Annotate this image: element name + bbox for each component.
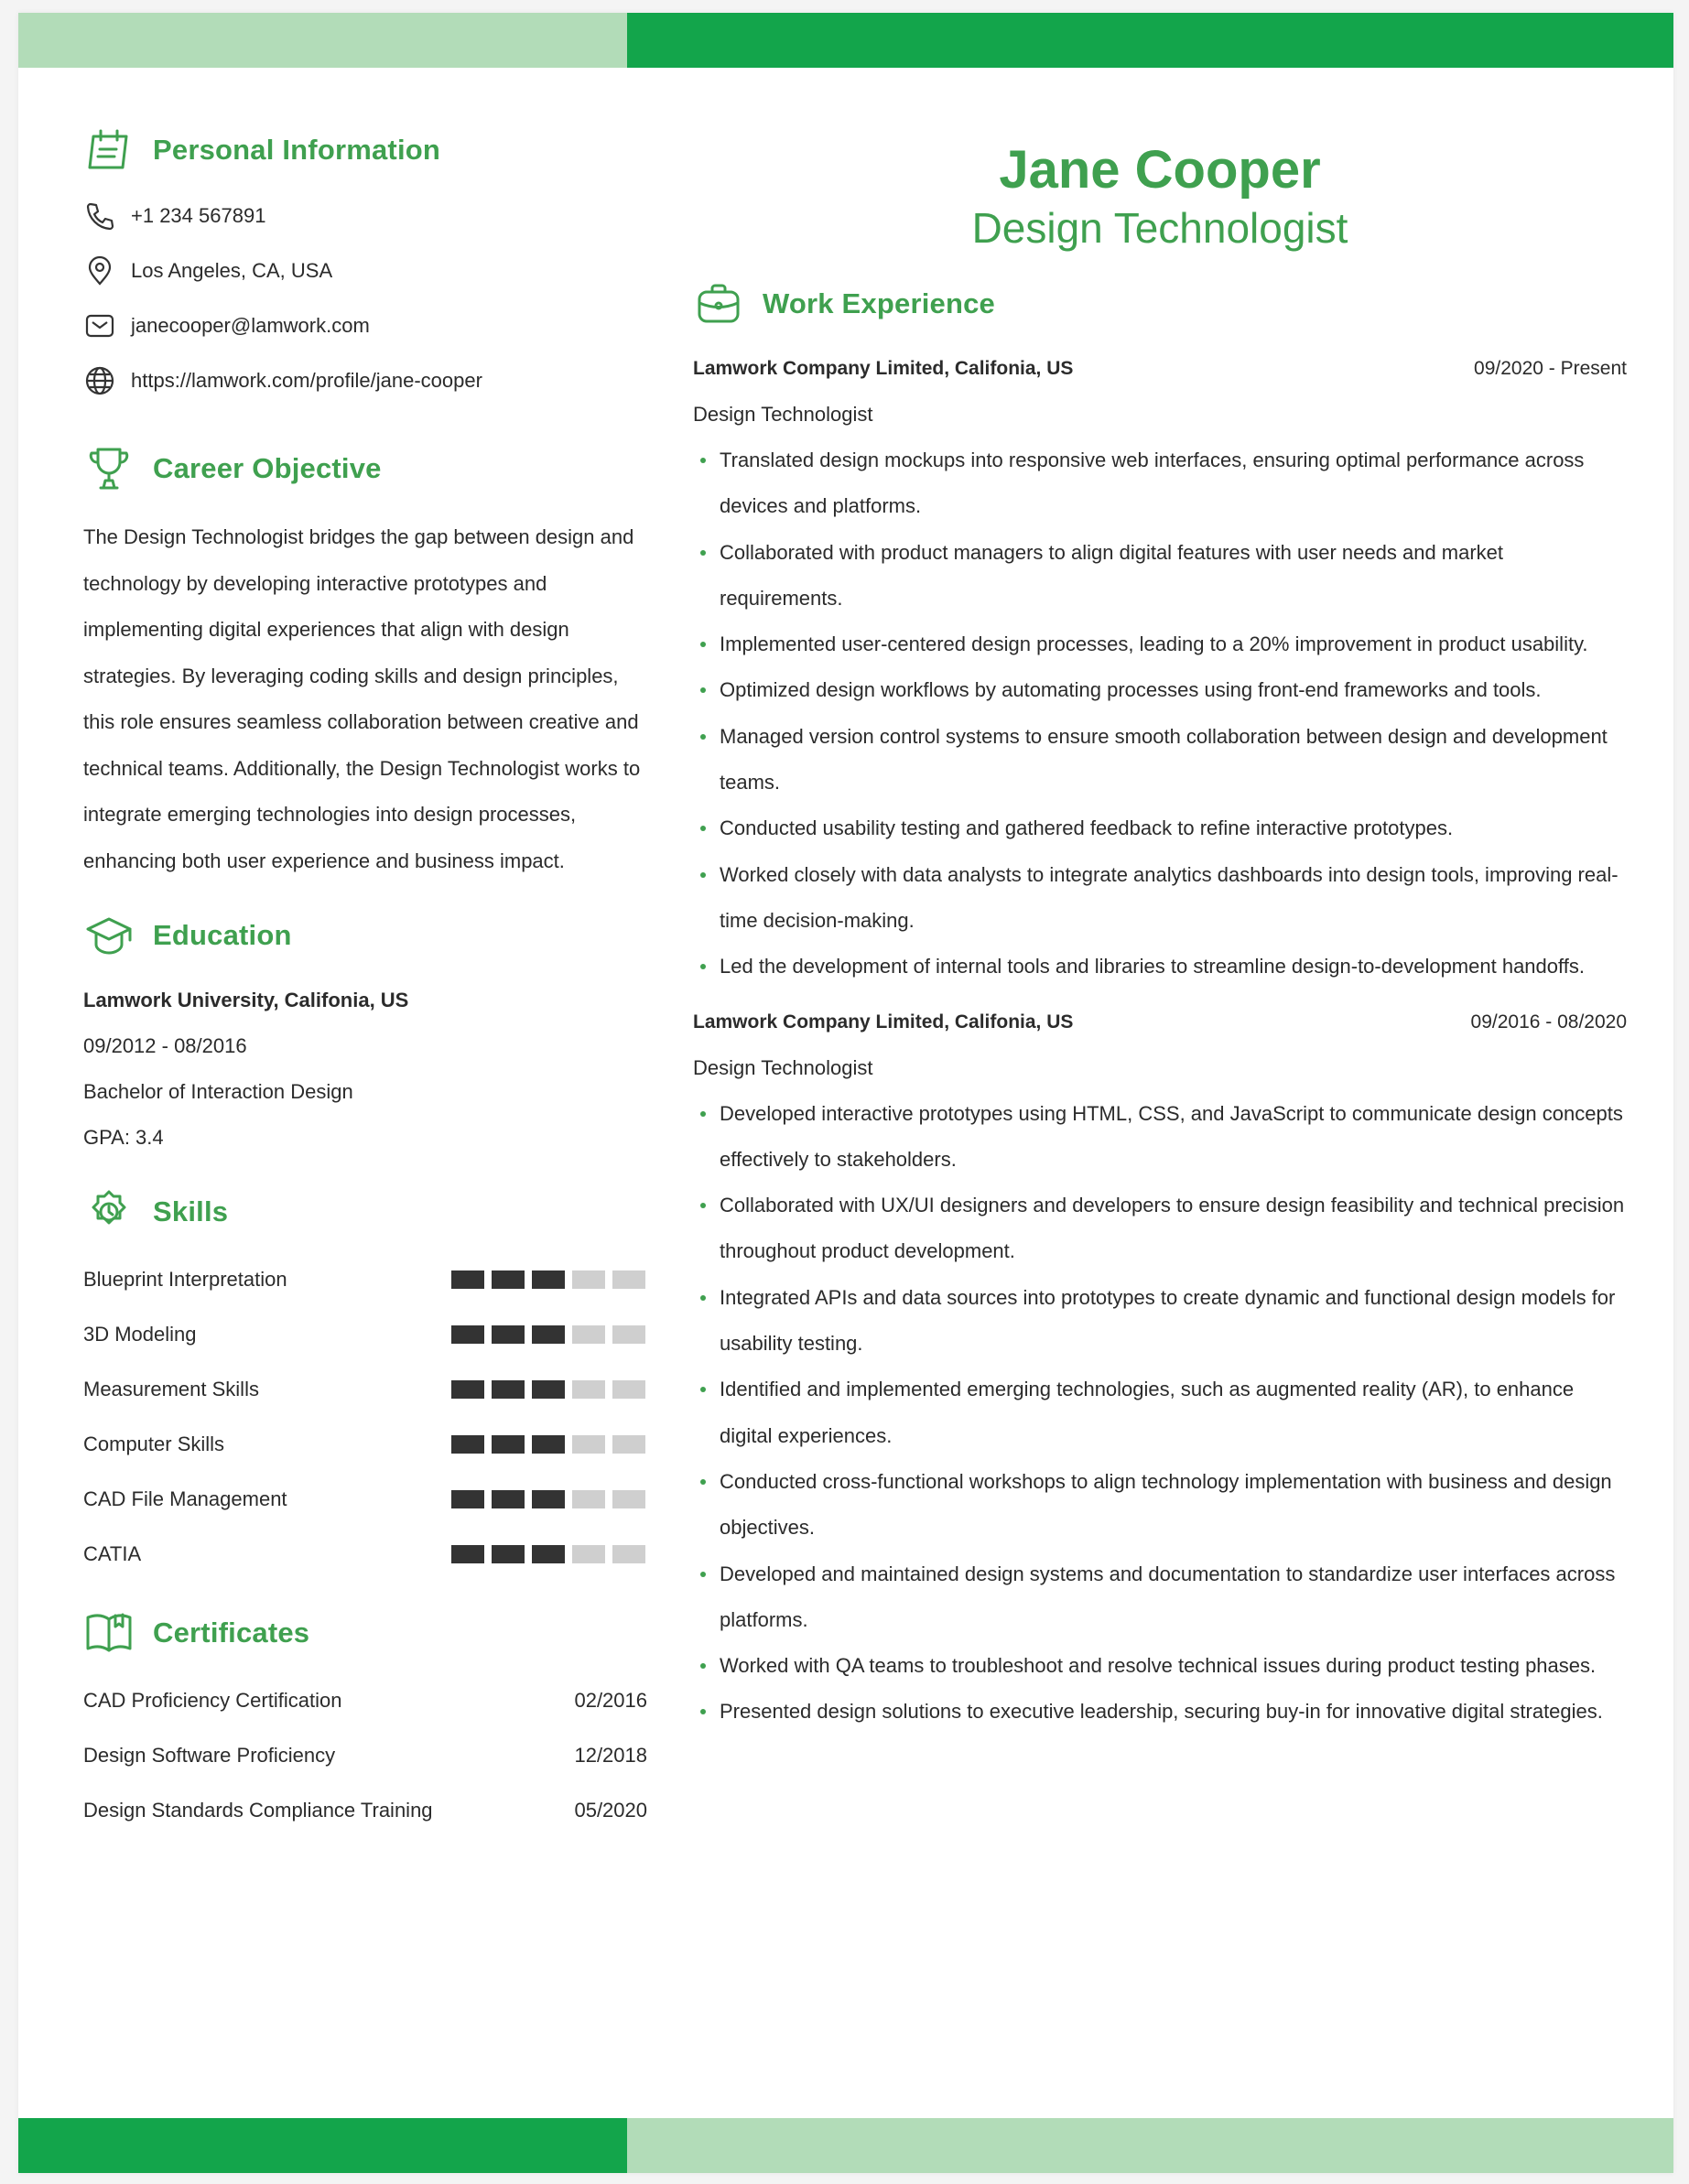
job-company: Lamwork Company Limited, Califonia, US: [693, 358, 1074, 379]
job-entry: [693, 1000, 1627, 1735]
skill-level-empty: [612, 1270, 645, 1289]
email-row: [83, 308, 647, 344]
skill-level-filled: [492, 1490, 525, 1508]
location-text: Los Angeles, CA, USA: [131, 259, 333, 282]
briefcase-icon: [693, 278, 744, 330]
section-title: Skills: [153, 1195, 229, 1227]
certificate-row: [83, 1673, 647, 1728]
resume-page: [18, 13, 1673, 2173]
job-position: Design Technologist: [693, 1055, 873, 1079]
trophy-icon: [83, 443, 135, 494]
job-bullet: Worked closely with data analysts to integrate analytics dashboards into design tools, improving real-time decision-making.: [693, 852, 1627, 945]
skill-level-filled: [451, 1435, 484, 1454]
skill-level-meter: [451, 1325, 645, 1344]
skill-level-empty: [612, 1325, 645, 1344]
job-bullet: Managed version control systems to ensure smooth collaboration between design and development teams.: [693, 714, 1627, 806]
right-column: [693, 68, 1627, 1735]
skill-row: [83, 1307, 647, 1362]
book-icon: [83, 1607, 135, 1659]
skill-level-empty: [572, 1270, 605, 1289]
top-color-bar: [18, 13, 1673, 68]
section-title: Certificates: [153, 1616, 310, 1649]
phone-icon: [83, 200, 116, 232]
skill-level-filled: [492, 1325, 525, 1344]
skill-row: [83, 1362, 647, 1417]
certificate-name: Design Software Proficiency: [83, 1744, 336, 1767]
job-entry: [693, 346, 1627, 990]
skill-name: Computer Skills: [83, 1433, 225, 1455]
mail-icon: [83, 309, 116, 342]
website-row: [83, 362, 647, 399]
skill-name: CAD File Management: [83, 1487, 287, 1510]
phone-row: [83, 198, 647, 234]
skill-level-filled: [532, 1380, 565, 1399]
skill-row: [83, 1417, 647, 1472]
skill-row: [83, 1472, 647, 1527]
job-bullet: Implemented user-centered design processes, leading to a 20% improvement in product usability.: [693, 622, 1627, 667]
job-bullet: Conducted usability testing and gathered feedback to refine interactive prototypes.: [693, 805, 1627, 851]
phone-text: +1 234 567891: [131, 204, 266, 227]
left-column: [83, 68, 647, 1838]
job-dates: 09/2020 - Present: [1474, 358, 1627, 379]
skill-level-meter: [451, 1435, 645, 1454]
skill-row: [83, 1252, 647, 1307]
skill-level-filled: [451, 1380, 484, 1399]
email-link[interactable]: janecooper@lamwork.com: [131, 314, 370, 337]
skills-heading: [83, 1184, 647, 1239]
certificates-list: [83, 1673, 647, 1838]
skill-level-meter: [451, 1545, 645, 1563]
work-experience-heading: [693, 276, 1627, 331]
id-card-icon: [83, 124, 135, 176]
career-objective-heading: [83, 441, 647, 496]
skill-level-empty: [572, 1490, 605, 1508]
job-header: [693, 346, 1627, 392]
job-bullet: Collaborated with UX/UI designers and developers to ensure design feasibility and technical precision throughout product development.: [693, 1183, 1627, 1275]
personal-info-heading: [83, 123, 647, 178]
job-bullet: Identified and implemented emerging technologies, such as augmented reality (AR), to enhance digital experiences.: [693, 1367, 1627, 1459]
job-bullet: Optimized design workflows by automating processes using front-end frameworks and tools.: [693, 667, 1627, 713]
job-bullet: Led the development of internal tools and libraries to streamline design-to-development handoffs.: [693, 944, 1627, 989]
education-dates: 09/2012 - 08/2016: [83, 1034, 247, 1057]
graduation-cap-icon: [83, 910, 135, 961]
skill-level-filled: [532, 1490, 565, 1508]
education-heading: [83, 908, 647, 963]
career-objective-text: The Design Technologist bridges the gap between design and technology by developing interactive prototypes and implementing digital experiences that align with design strategies. By leveraging coding skills and design principles, this role ensures seamless collaboration between creative and technical teams. Additionally, the Design Technologist works to integrate emerging technologies into design processes, enhancing both user experience and business impact.: [83, 525, 641, 872]
skill-level-meter: [451, 1270, 645, 1289]
skills-list: [83, 1252, 647, 1582]
job-position: Design Technologist: [693, 403, 873, 426]
skill-name: Measurement Skills: [83, 1378, 259, 1400]
job-company: Lamwork Company Limited, Califonia, US: [693, 1011, 1074, 1033]
job-header: [693, 1000, 1627, 1045]
section-title: Personal Information: [153, 134, 441, 166]
skill-level-empty: [572, 1380, 605, 1399]
section-title: Career Objective: [153, 452, 382, 484]
candidate-role: Design Technologist: [971, 204, 1348, 252]
skill-name: Blueprint Interpretation: [83, 1268, 287, 1291]
skill-level-meter: [451, 1490, 645, 1508]
bottom-color-bar: [18, 2118, 1673, 2173]
skill-level-empty: [572, 1325, 605, 1344]
skill-level-filled: [451, 1490, 484, 1508]
candidate-name: Jane Cooper: [999, 140, 1321, 200]
certificate-row: [83, 1783, 647, 1838]
certificate-row: [83, 1728, 647, 1783]
job-bullet: Developed and maintained design systems and documentation to standardize user interfaces across platforms.: [693, 1552, 1627, 1644]
website-link[interactable]: https://lamwork.com/profile/jane-cooper: [131, 369, 482, 392]
job-bullet: Integrated APIs and data sources into prototypes to create dynamic and functional design models for usability testing.: [693, 1275, 1627, 1368]
skill-level-filled: [532, 1270, 565, 1289]
job-bullets: [693, 1091, 1627, 1735]
skill-level-filled: [492, 1435, 525, 1454]
job-dates: 09/2016 - 08/2020: [1470, 1011, 1627, 1033]
skill-level-filled: [492, 1270, 525, 1289]
education-school: Lamwork University, Califonia, US: [83, 989, 409, 1011]
skill-level-filled: [451, 1325, 484, 1344]
gear-icon: [83, 1186, 135, 1238]
certificates-heading: [83, 1606, 647, 1660]
jobs-list: [693, 346, 1627, 1735]
skill-level-empty: [572, 1435, 605, 1454]
skill-level-empty: [612, 1545, 645, 1563]
location-row: [83, 253, 647, 289]
job-bullet: Worked with QA teams to troubleshoot and resolve technical issues during product testing phases.: [693, 1643, 1627, 1689]
education-degree: Bachelor of Interaction Design: [83, 1080, 353, 1103]
globe-icon: [83, 364, 116, 397]
skill-level-filled: [451, 1270, 484, 1289]
section-title: Work Experience: [763, 287, 995, 319]
skill-level-filled: [532, 1545, 565, 1563]
skill-level-filled: [532, 1435, 565, 1454]
job-bullets: [693, 438, 1627, 990]
skill-level-empty: [572, 1545, 605, 1563]
skill-level-filled: [532, 1325, 565, 1344]
job-bullet: Translated design mockups into responsive web interfaces, ensuring optimal performance across devices and platforms.: [693, 438, 1627, 530]
job-bullet: Collaborated with product managers to align digital features with user needs and market requirements.: [693, 530, 1627, 622]
section-title: Education: [153, 919, 292, 951]
skill-level-meter: [451, 1380, 645, 1399]
skill-name: CATIA: [83, 1542, 142, 1565]
certificate-date: 12/2018: [574, 1744, 647, 1767]
job-bullet: Developed interactive prototypes using HTML, CSS, and JavaScript to communicate design concepts effectively to stakeholders.: [693, 1091, 1627, 1184]
skill-name: 3D Modeling: [83, 1323, 197, 1346]
skill-level-filled: [451, 1545, 484, 1563]
job-bullet: Presented design solutions to executive leadership, securing buy-in for innovative digital strategies.: [693, 1689, 1627, 1735]
certificate-name: Design Standards Compliance Training: [83, 1799, 433, 1822]
job-bullet: Conducted cross-functional workshops to align technology implementation with business and design objectives.: [693, 1459, 1627, 1552]
skill-level-empty: [612, 1380, 645, 1399]
certificate-date: 05/2020: [574, 1799, 647, 1822]
skill-level-empty: [612, 1435, 645, 1454]
education-gpa: GPA: 3.4: [83, 1126, 164, 1149]
skill-level-empty: [612, 1490, 645, 1508]
certificate-date: 02/2016: [574, 1689, 647, 1712]
skill-row: [83, 1527, 647, 1582]
skill-level-filled: [492, 1380, 525, 1399]
location-pin-icon: [83, 254, 116, 287]
certificate-name: CAD Proficiency Certification: [83, 1689, 342, 1712]
skill-level-filled: [492, 1545, 525, 1563]
